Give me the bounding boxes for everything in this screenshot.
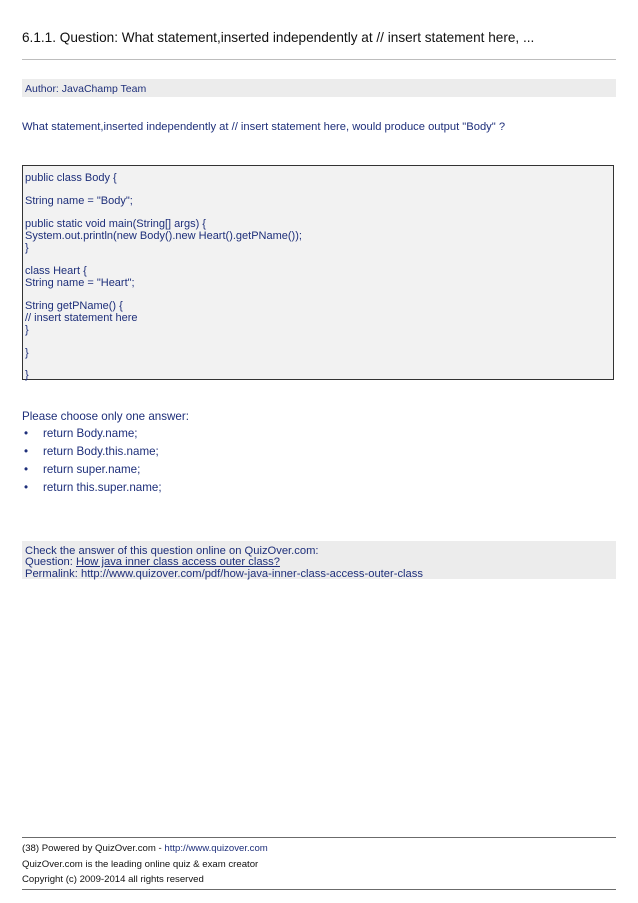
code-line: System.out.println(new Body().new Heart().getPName());: [25, 230, 302, 242]
code-line: String name = "Heart";: [25, 277, 135, 289]
title-divider: [22, 59, 616, 60]
code-line: }: [25, 324, 29, 336]
check-permalink-line: [25, 569, 423, 580]
answer-option-1: return Body.name;: [43, 427, 138, 440]
footer-copyright: Copyright (c) 2009-2014 all rights reserved: [22, 874, 204, 885]
question-label: Question:: [25, 556, 76, 568]
powered-text: (38) Powered by QuizOver.com -: [22, 843, 165, 854]
answer-option-3: return super.name;: [43, 463, 141, 476]
answer-prompt: Please choose only one answer:: [22, 410, 189, 423]
answer-option-4: return this.super.name;: [43, 481, 162, 494]
footer-divider: [22, 837, 616, 838]
bullet-icon: •: [24, 427, 29, 440]
check-online-text: Check the answer of this question online on QuizOver.com:: [25, 545, 319, 557]
code-line: }: [25, 347, 29, 359]
footer-bottom-divider: [22, 889, 616, 890]
code-line: // insert statement here: [25, 312, 138, 324]
permalink-label: Permalink:: [25, 568, 81, 580]
page-title: 6.1.1. Question: What statement,inserted independently at // insert statement here, ...: [22, 30, 535, 45]
bullet-icon: •: [24, 463, 29, 476]
question-link[interactable]: How java inner class access outer class?: [76, 556, 280, 568]
code-line: String getPName() {: [25, 300, 123, 312]
bullet-icon: •: [24, 481, 29, 494]
code-line: class Heart {: [25, 265, 87, 277]
code-line: public static void main(String[] args) {: [25, 218, 206, 230]
powered-link[interactable]: http://www.quizover.com: [164, 843, 268, 854]
answer-option-2: return Body.this.name;: [43, 445, 159, 458]
bullet-icon: •: [24, 445, 29, 458]
question-text: What statement,inserted independently at // insert statement here, would produce output "Body" ?: [22, 121, 506, 133]
footer-powered: [22, 843, 268, 854]
code-line: }: [25, 369, 29, 381]
author-label: Author: JavaChamp Team: [25, 83, 147, 95]
code-line: String name = "Body";: [25, 195, 133, 207]
code-line: public class Body {: [25, 172, 117, 184]
code-line: }: [25, 242, 29, 254]
check-question-line: [25, 557, 280, 568]
permalink-url[interactable]: http://www.quizover.com/pdf/how-java-inner-class-access-outer-class: [80, 568, 423, 580]
footer-tagline: QuizOver.com is the leading online quiz & exam creator: [22, 859, 259, 870]
